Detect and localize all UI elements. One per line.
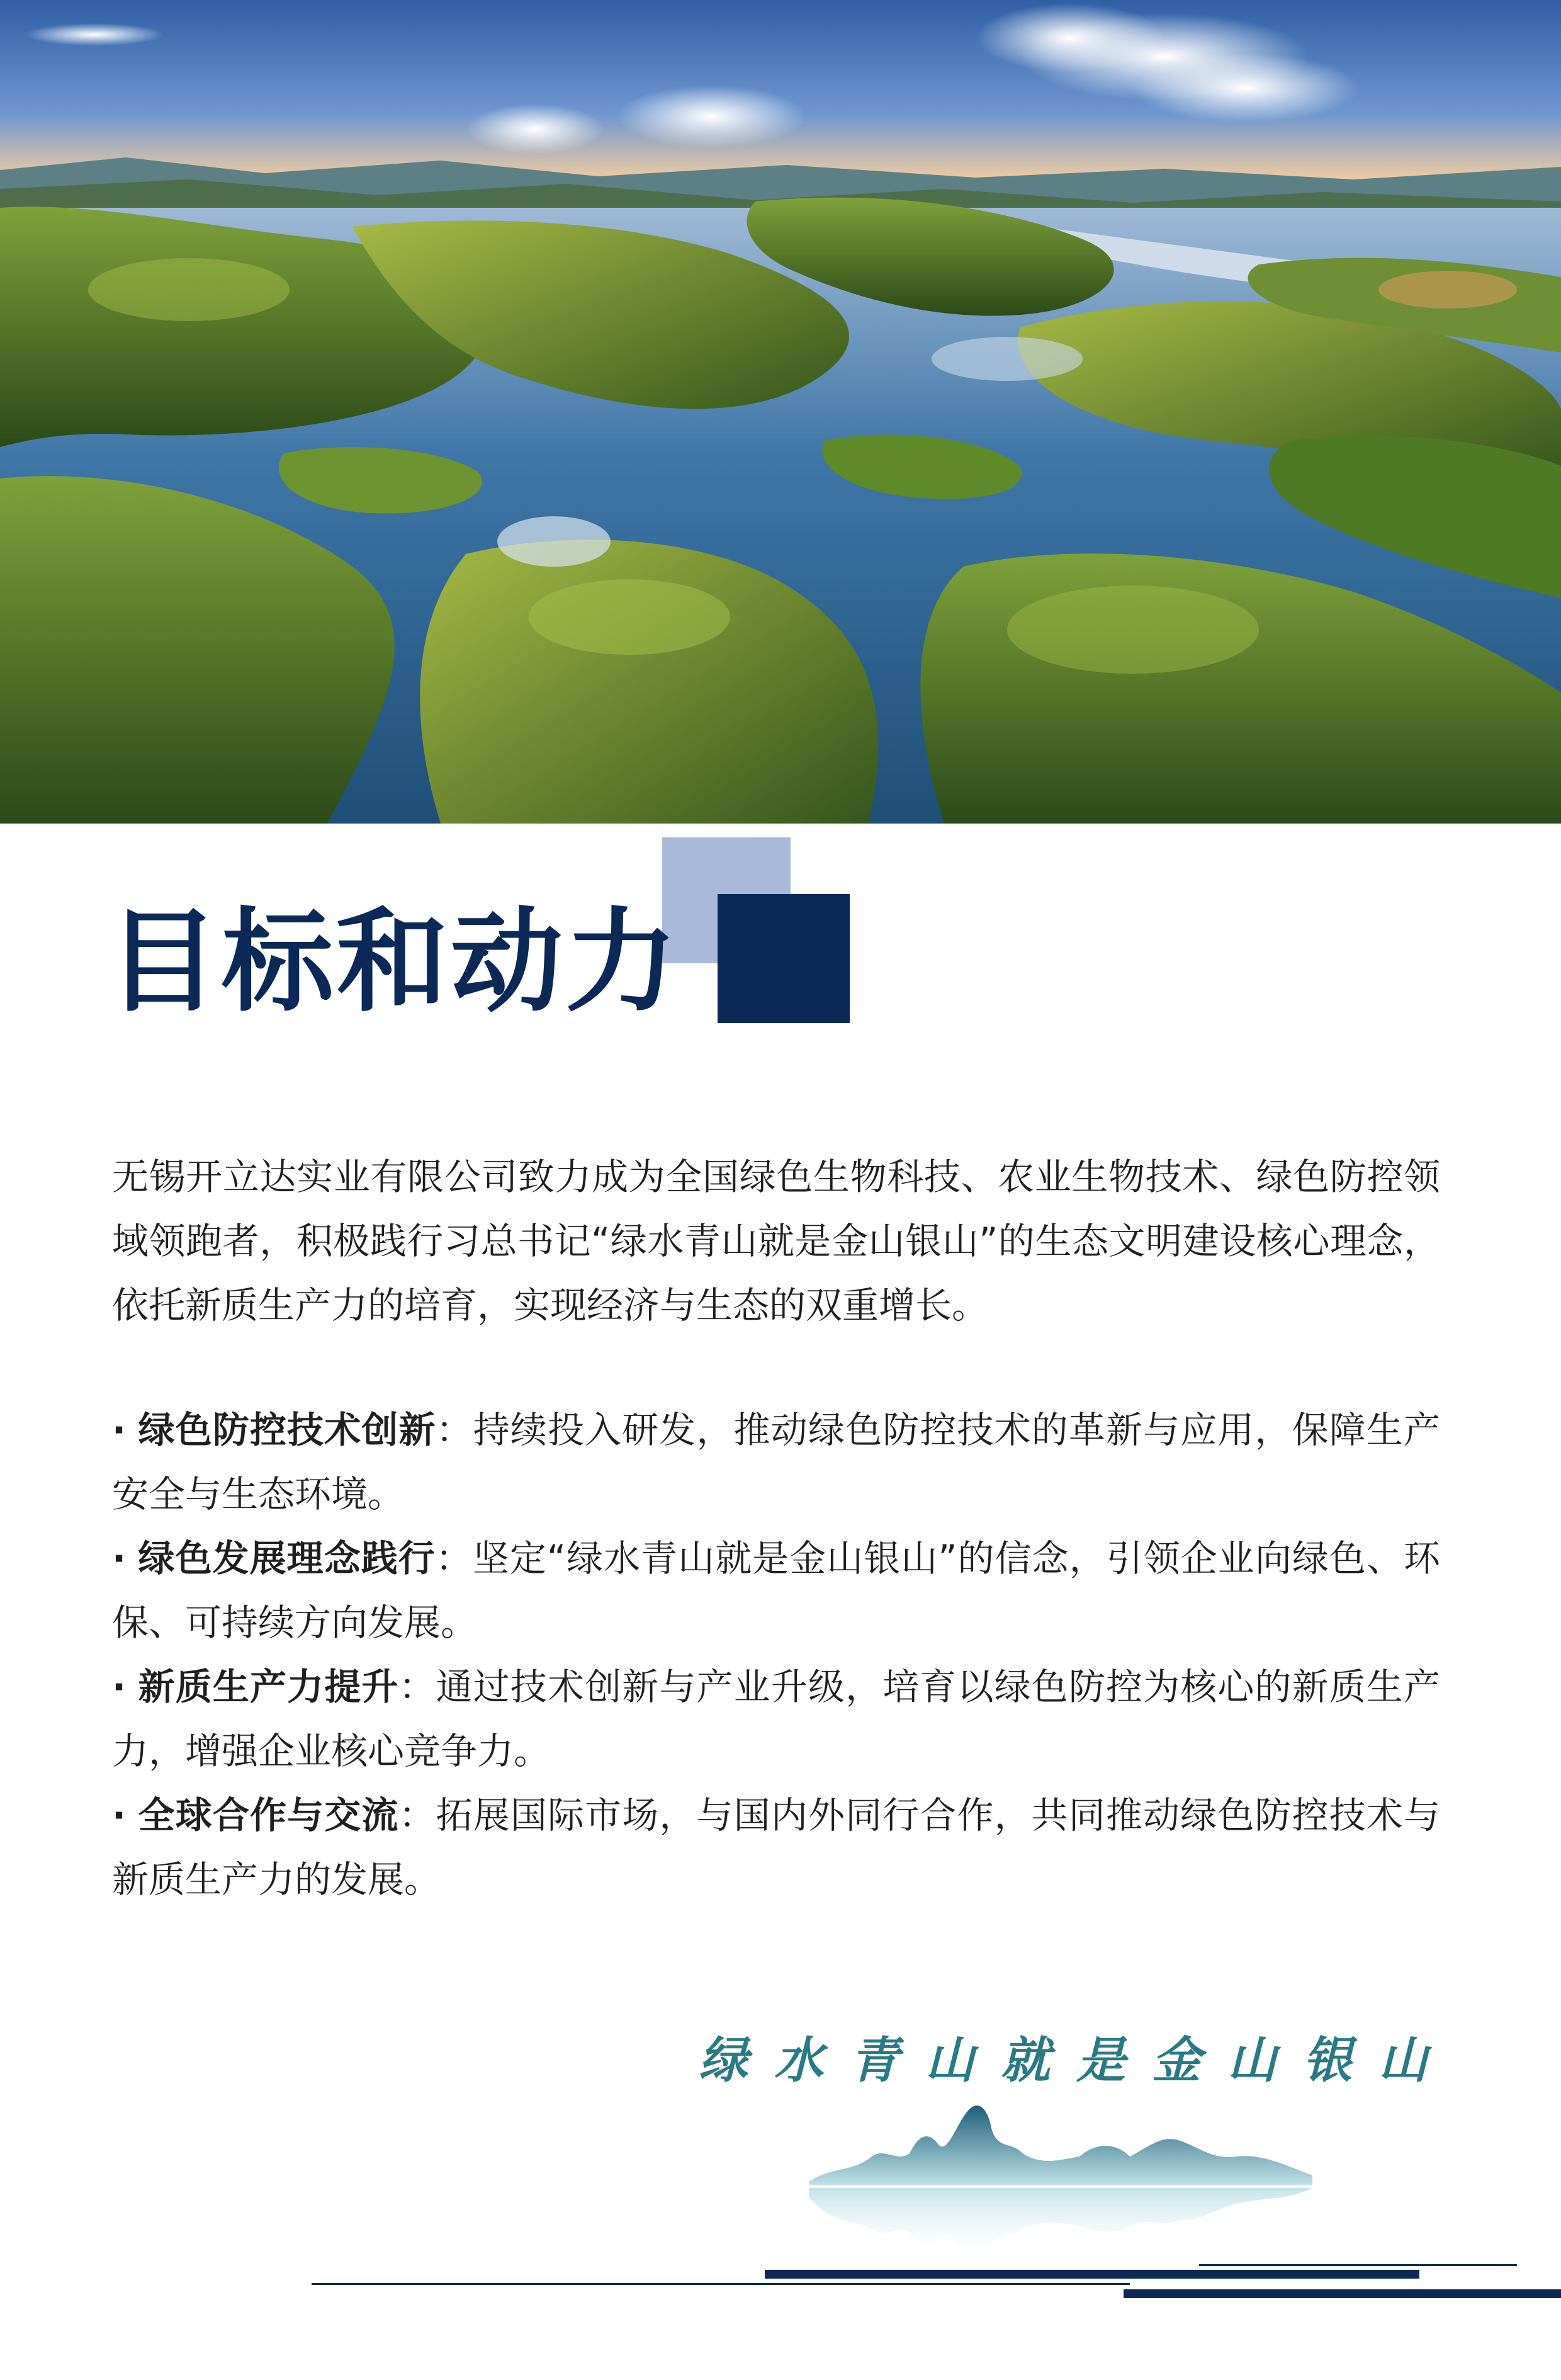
footer-decorative-lines [0, 2254, 1561, 2380]
page-title: 目标和动力 [107, 897, 680, 1027]
intro-paragraph: 无锡开立达实业有限公司致力成为全国绿色生物科技、农业生物技术、绿色防控领域领跑者，积极践行习总书记“绿水青山就是金山银山”的生态文明建设核心理念，依托新质生产力的培育，实现经济与生态的双重增长。 [112, 1155, 1440, 1327]
bullet-item [112, 1398, 1440, 1526]
bullet-marker: · [112, 1408, 127, 1451]
bullet-heading: 新质生产力提升 [138, 1665, 399, 1708]
hero-landscape-image [0, 0, 1561, 824]
bullet-marker: · [112, 1794, 127, 1837]
ink-mountain-illustration [809, 2097, 1312, 2273]
bullet-text: ：坚定“绿水青山就是金山银山”的信念，引领企业向绿色、环保、可持续方向发展。 [112, 1537, 1440, 1644]
bullet-heading: 绿色防控技术创新 [138, 1408, 436, 1451]
content-body [112, 1145, 1440, 1912]
title-decoration-dark-square [718, 894, 850, 1023]
bullet-text: ：拓展国际市场，与国内外同行合作，共同推动绿色防控技术与新质生产力的发展。 [112, 1794, 1440, 1901]
bullet-text: ：通过技术创新与产业升级，培育以绿色防控为核心的新质生产力，增强企业核心竞争力。 [112, 1665, 1440, 1772]
bullet-item [112, 1526, 1440, 1655]
bullet-marker: · [112, 1537, 127, 1580]
bullet-marker: · [112, 1665, 127, 1708]
bullet-text: ：持续投入研发，推动绿色防控技术的革新与应用，保障生产安全与生态环境。 [112, 1408, 1440, 1516]
bullet-item [112, 1783, 1440, 1912]
slogan-calligraphy: 绿水青山就是金山银山 [699, 2032, 1455, 2089]
bullet-heading: 全球合作与交流 [138, 1794, 399, 1837]
bullet-heading: 绿色发展理念践行 [138, 1537, 436, 1580]
bullet-item [112, 1655, 1440, 1783]
